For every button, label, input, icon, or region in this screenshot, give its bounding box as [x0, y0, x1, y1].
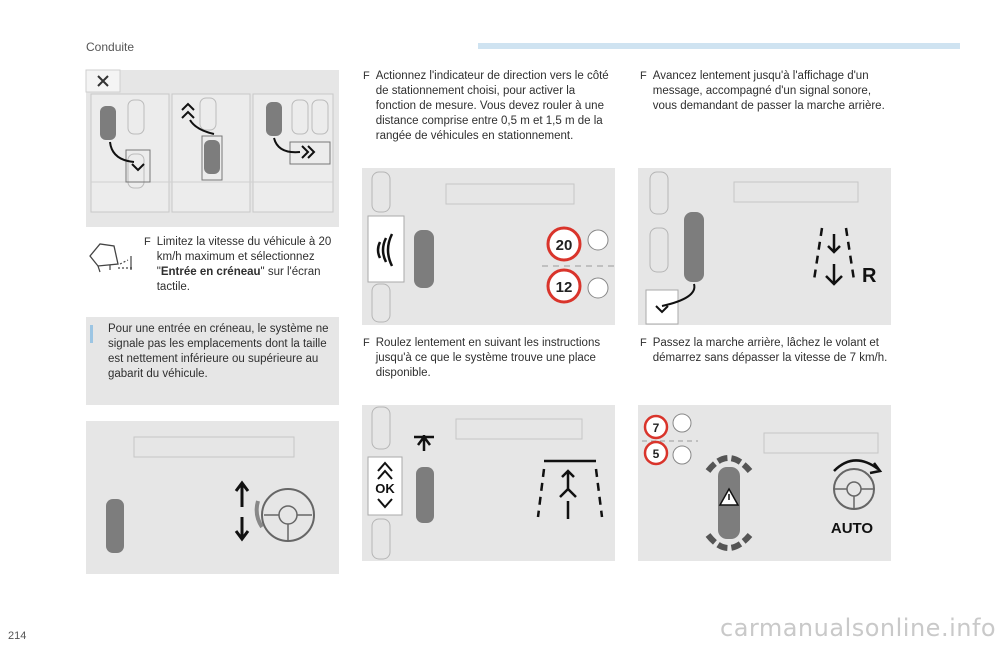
steering-wheel-icon [257, 489, 314, 541]
bullet-marker: F [363, 70, 370, 82]
bullet-marker: F [640, 70, 647, 82]
reverse-arrow-icon [236, 517, 248, 539]
auto-steering-wheel-icon [834, 460, 880, 509]
speed-top-value: 20 [555, 237, 573, 254]
bullet-marker: F [144, 236, 151, 248]
step-3-drive-slowly [363, 336, 615, 381]
reverse-gear-label: R [862, 265, 877, 287]
step-5-engage-reverse [640, 336, 892, 366]
speed-badge-5 [645, 442, 691, 464]
step-2-text: Actionnez l'indicateur de direction vers le côté de stationnement choisi, pour activer la fonction de mesure. Vous devez rouler à une distance comprise entre 0,5 m et 1,5 m de la rangée de véhicules en stationnement. [375, 70, 609, 142]
note-accent-bar [90, 325, 93, 343]
section-header-bar [478, 43, 960, 49]
steering-instruction-illustration [86, 421, 339, 574]
reverse-gear-request-illustration [638, 168, 891, 325]
step-3-text: Roulez lentement en suivant les instructions jusqu'à ce que le système trouve une place disponible. [375, 337, 601, 379]
automatic-steering-illustration [638, 405, 891, 561]
auto-label: AUTO [830, 520, 874, 537]
speed-bottom-value: 12 [555, 279, 573, 296]
speed-top-value: 7 [652, 421, 660, 435]
section-title: Conduite [86, 40, 135, 54]
speed-bottom-value: 5 [652, 447, 660, 461]
forward-arrow-icon [236, 483, 248, 507]
touchscreen-parking-modes-illustration [86, 70, 339, 227]
step-2-turn-indicator [363, 69, 615, 144]
bullet-marker: F [640, 337, 647, 349]
speed-guidance-illustration [362, 168, 615, 325]
note-text: Pour une entrée en créneau, le système ne signale pas les emplacements dont la taille est nettement inférieure ou supérieure au gabarit du véhicule. [108, 323, 329, 380]
step-4-advance-until-message [640, 69, 892, 114]
step-1-bold: Entrée en créneau [160, 266, 261, 278]
speed-badge-12 [548, 270, 608, 302]
step-1-text: Limitez la vitesse du véhicule à 20 km/h maximum et sélectionnez "Entrée en créneau" sur l'écran tactile. [156, 236, 332, 293]
bullet-marker: F [363, 337, 370, 349]
speed-badge-7 [645, 414, 691, 438]
watermark: carmanualsonline.info [720, 614, 996, 642]
step-5-text: Passez la marche arrière, lâchez le volant et démarrez sans dépasser la vitesse de 7 km/h. [652, 337, 888, 364]
space-found-illustration [362, 405, 615, 561]
step-4-text: Avancez lentement jusqu'à l'affichage d'un message, accompagné d'un signal sonore, vous demandant de passer la marche arrière. [652, 70, 885, 112]
ok-label: OK [375, 481, 395, 496]
parking-sensor-icon [88, 240, 134, 272]
info-note [86, 317, 339, 405]
page-number: 214 [8, 630, 27, 642]
speed-badge-20 [548, 228, 608, 260]
step-1-limit-speed [144, 235, 334, 295]
